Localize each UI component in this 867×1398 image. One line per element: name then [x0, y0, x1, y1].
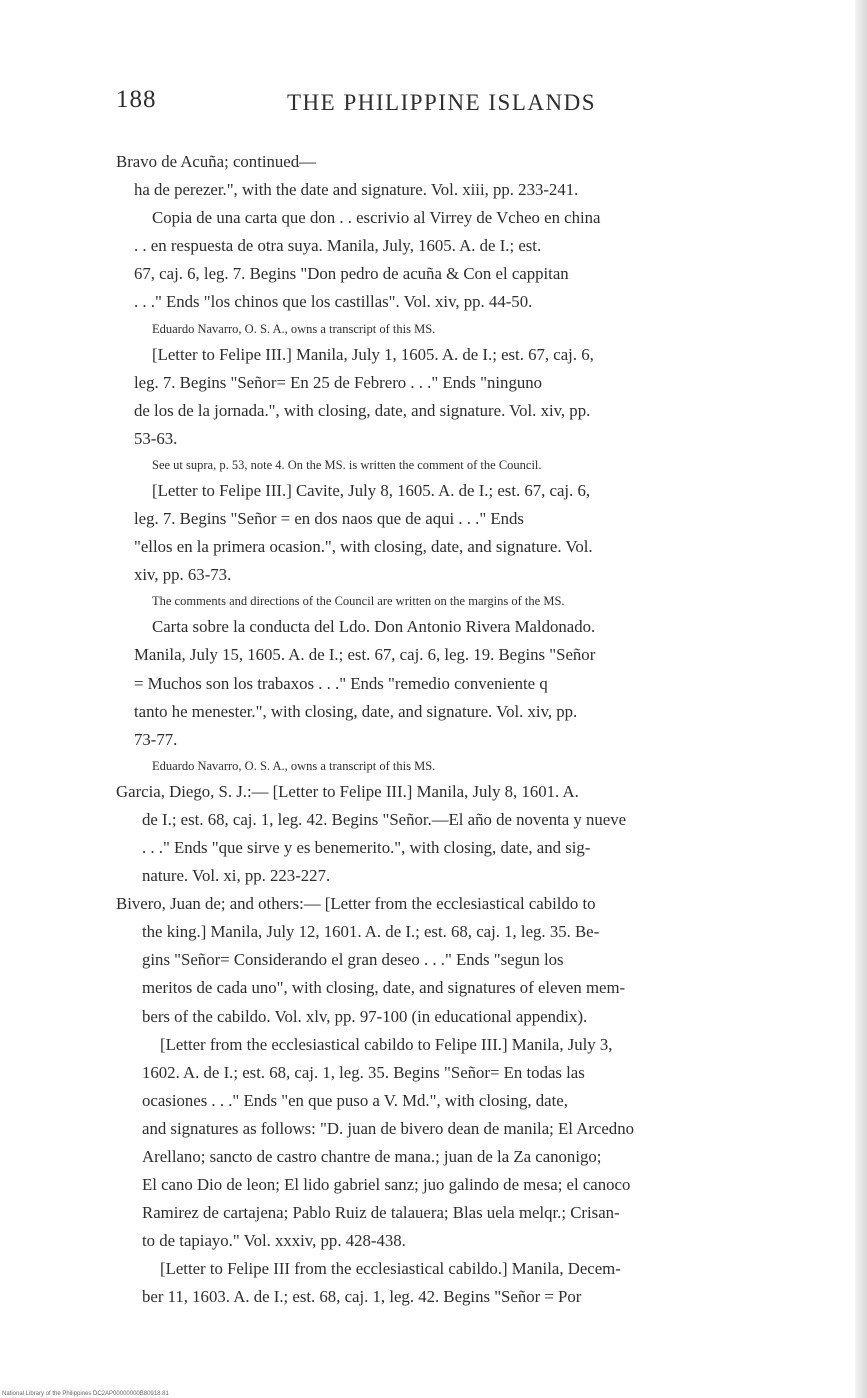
text-line: Garcia, Diego, S. J.:— [Letter to Felipe III.] Manila, July 8, 1601. A.: [116, 781, 579, 801]
text-line: 1602. A. de I.; est. 68, caj. 1, leg. 35. Begins "Señor= En todas las: [142, 1062, 585, 1082]
bibliography-text: [116, 148, 776, 1312]
text-line: ber 11, 1603. A. de I.; est. 68, caj. 1, leg. 42. Begins "Señor = Por: [142, 1287, 582, 1307]
text-line: and signatures as follows: "D. juan de bivero dean de manila; El Arcedno: [142, 1118, 634, 1138]
text-line: leg. 7. Begins "Señor = en dos naos que de aqui . . ." Ends: [134, 509, 524, 529]
text-line: . . ." Ends "los chinos que los castillas". Vol. xiv, pp. 44-50.: [134, 292, 533, 312]
text-line: [Letter to Felipe III.] Cavite, July 8, 1605. A. de I.; est. 67, caj. 6,: [152, 480, 591, 500]
text-line: [Letter to Felipe III.] Manila, July 1, 1605. A. de I.; est. 67, caj. 6,: [152, 344, 594, 364]
running-title: THE PHILIPPINE ISLANDS: [287, 90, 596, 115]
text-line: tanto he menester.", with closing, date, and signature. Vol. xiv, pp.: [134, 701, 578, 721]
text-line: leg. 7. Begins "Señor= En 25 de Febrero . . ." Ends "ninguno: [134, 372, 543, 392]
text-line: Bravo de Acuña; continued—: [116, 152, 316, 171]
page-number: 188: [116, 86, 157, 113]
note-line: Eduardo Navarro, O. S. A., owns a transcript of this MS.: [152, 321, 436, 336]
text-line: . . ." Ends "que sirve y es benemerito.", with closing, date, and sig-: [142, 837, 591, 857]
text-line: [Letter to Felipe III from the ecclesiastical cabildo.] Manila, Decem-: [160, 1259, 621, 1279]
text-line: Bivero, Juan de; and others:— [Letter from the ecclesiastical cabildo to: [116, 894, 596, 914]
text-line: bers of the cabildo. Vol. xlv, pp. 97-100 (in educational appendix).: [142, 1006, 588, 1026]
text-line: Manila, July 15, 1605. A. de I.; est. 67, caj. 6, leg. 19. Begins "Señor: [134, 645, 596, 665]
text-line: = Muchos son los trabaxos . . ." Ends "remedio conveniente q: [134, 673, 548, 693]
text-line: 53-63.: [134, 428, 178, 448]
text-line: meritos de cada uno", with closing, date, and signatures of eleven mem-: [142, 978, 626, 998]
text-line: 73-77.: [134, 729, 178, 749]
text-line: the king.] Manila, July 12, 1601. A. de I.; est. 68, caj. 1, leg. 35. Be-: [142, 922, 600, 942]
text-line: de los de la jornada.", with closing, date, and signature. Vol. xiv, pp.: [134, 400, 591, 420]
text-line: Ramirez de cartajena; Pablo Ruiz de talauera; Blas uela melqr.; Crisan-: [142, 1203, 620, 1223]
text-line: Arellano; sancto de castro chantre de mana.; juan de la Za canonigo;: [142, 1147, 602, 1166]
scan-footer: National Library of the Philippines DC2AP00000000B80918 81: [2, 1391, 169, 1397]
scan-edge: [855, 0, 867, 1398]
note-line: See ut supra, p. 53, note 4. On the MS. is written the comment of the Council.: [152, 457, 542, 472]
text-line: nature. Vol. xi, pp. 223-227.: [142, 866, 331, 886]
text-line: Copia de una carta que don . . escrivio al Virrey de Vcheo en china: [152, 208, 601, 228]
text-line: ocasiones . . ." Ends "en que puso a V. Md.", with closing, date,: [142, 1090, 568, 1110]
text-line: de I.; est. 68, caj. 1, leg. 42. Begins "Señor.—El año de noventa y nueve: [142, 809, 627, 829]
text-line: "ellos en la primera ocasion.", with closing, date, and signature. Vol.: [134, 537, 593, 557]
text-line: . . en respuesta de otra suya. Manila, July, 1605. A. de I.; est.: [134, 236, 542, 256]
text-line: [Letter from the ecclesiastical cabildo to Felipe III.] Manila, July 3,: [160, 1034, 613, 1054]
text-line: ha de perezer.", with the date and signature. Vol. xiii, pp. 233-241.: [134, 180, 579, 200]
text-line: gins "Señor= Considerando el gran deseo . . ." Ends "segun los: [142, 950, 564, 970]
text-line: to de tapiayo." Vol. xxxiv, pp. 428-438.: [142, 1231, 406, 1251]
text-line: xiv, pp. 63-73.: [134, 565, 232, 585]
note-line: Eduardo Navarro, O. S. A., owns a transcript of this MS.: [152, 758, 436, 773]
note-line: The comments and directions of the Council are written on the margins of the MS.: [152, 594, 565, 609]
text-line: El cano Dio de leon; El lido gabriel sanz; juo galindo de mesa; el canoco: [142, 1175, 631, 1195]
text-line: Carta sobre la conducta del Ldo. Don Antonio Rivera Maldonado.: [152, 617, 596, 637]
text-line: 67, caj. 6, leg. 7. Begins "Don pedro de acuña & Con el cappitan: [134, 264, 569, 284]
